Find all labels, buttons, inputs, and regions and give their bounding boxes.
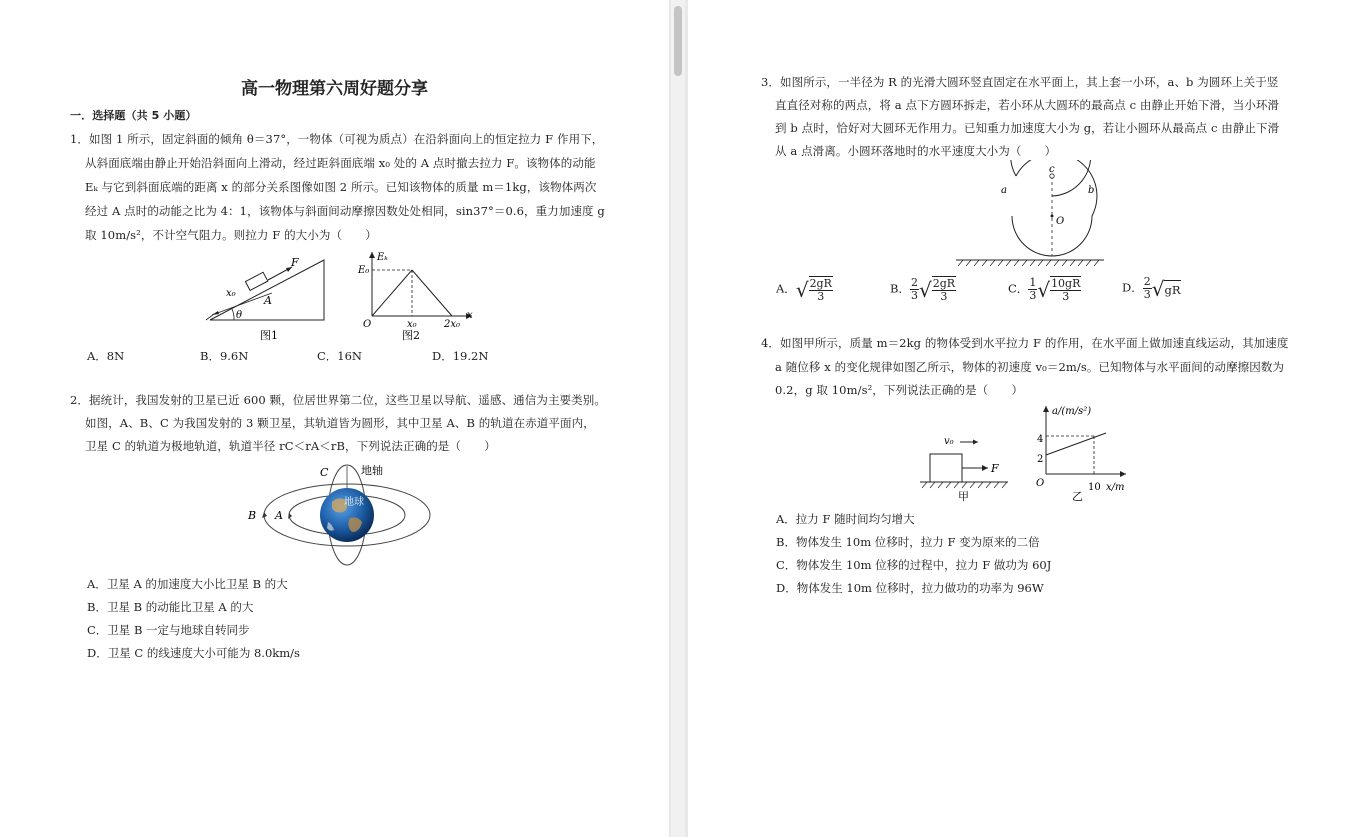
q3-option-b-label: B． [890, 281, 910, 296]
q1-fig1-incline [206, 256, 324, 342]
q3-option-c-coef-den: 3 [1029, 289, 1037, 302]
q2-line-3: 卫星 C 的轨道为极地轨道，轨道半径 rC＜rA＜rB，下列说法正确的是（ ） [85, 439, 496, 453]
q1-fig2-x0-label: x₀ [407, 319, 417, 330]
q4-yi-ylabel: a/(m/s²) [1052, 406, 1092, 417]
q3-option-c-rad-den: 3 [1062, 290, 1070, 303]
q3-option-a-rad-den: 3 [817, 290, 825, 303]
q1-fig2-caption: 图2 [402, 329, 420, 342]
q4-jia-f-label: F [991, 462, 999, 475]
q3-line-4: 从 a 点滑离。小圆环落地时的水平速度大小为（ ） [775, 144, 1057, 158]
q3-option-d-label: D． [1122, 280, 1143, 295]
q1-fig1-theta-label: θ [236, 310, 243, 321]
q3-option-d-rad-num: gR [1164, 280, 1180, 298]
q4-option-b[interactable]: B．物体发生 10m 位移时，拉力 F 变为原来的二倍 [776, 535, 1040, 549]
q1-fig2-origin-label: O [363, 319, 372, 330]
q3-option-b-coef-num: 2 [910, 276, 918, 289]
q2-option-a[interactable]: A．卫星 A 的加速度大小比卫星 B 的大 [87, 577, 288, 591]
q4-option-d[interactable]: D．物体发生 10m 位移时，拉力做功的功率为 96W [776, 581, 1044, 595]
q3-ring-figure [950, 160, 1110, 270]
q1-fig2-e0-label: E₀ [358, 265, 370, 276]
q3-line-3: 到 b 点时，恰好对大圆环无作用力。已知重力加速度大小为 g，若让小圆环从最高点 c 由静止下滑 [775, 121, 1280, 135]
q3-option-a-label: A． [776, 281, 796, 296]
q1-fig2-2x0-label: 2x₀ [444, 319, 461, 330]
q1-line-4: 经过 A 点时的动能之比为 4：1，该物体与斜面间动摩擦因数处处相同，sin37°＝0.6，重力加速度 g [85, 204, 605, 218]
q3-label-b: b [1088, 185, 1095, 196]
q3-label-c: c [1049, 164, 1055, 175]
q1-option-a[interactable]: A．8N [87, 349, 125, 363]
q2-option-b[interactable]: B．卫星 B 的动能比卫星 A 的大 [87, 600, 254, 614]
q1-fig1-caption: 图1 [260, 329, 278, 342]
q3-option-d-coef-num: 2 [1143, 275, 1151, 288]
q2-label-c: C [320, 466, 329, 479]
q1-line-5: 取 10m/s²，不计空气阻力。则拉力 F 的大小为（ ） [85, 228, 377, 242]
q3-option-a-rad-num: 2gR [809, 277, 832, 290]
scrollbar-track[interactable] [671, 0, 685, 837]
q1-option-c[interactable]: C．16N [317, 349, 362, 363]
section-heading: 一．选择题（共 5 小题） [70, 109, 197, 122]
q4-fig-yi-graph [1036, 406, 1126, 503]
q3-label-o: O [1056, 216, 1065, 227]
q3-option-c-rad-num: 10gR [1051, 277, 1081, 290]
q4-line-3: 0.2，g 取 10m/s²，下列说法正确的是（ ） [775, 383, 1024, 397]
q3-line-2: 直直径对称的两点，将 a 点下方圆环拆走，若小环从大圆环的最高点 c 由静止开始下滑，当小环滑 [775, 98, 1280, 112]
q2-option-c[interactable]: C．卫星 B 一定与地球自转同步 [87, 623, 250, 637]
q1-option-b[interactable]: B．9.6N [200, 349, 249, 363]
q1-fig1-x0-label: x₀ [226, 288, 236, 299]
q4-figures [916, 402, 1136, 506]
q4-yi-origin: O [1036, 478, 1045, 489]
document-page-left [0, 0, 669, 837]
q4-yi-x10: 10 [1088, 482, 1101, 493]
q1-figures [200, 248, 500, 344]
q1-line-1: 1．如图 1 所示，固定斜面的倾角 θ＝37°，一物体（可视为质点）在沿斜面向上的恒定拉力 F 作用下， [70, 132, 604, 146]
q3-option-a[interactable]: A．√ $\frac{2gR}{3}$ [776, 277, 832, 303]
q1-fig1-F-label: F [291, 256, 299, 269]
q4-jia-v0-label: v₀ [944, 436, 954, 447]
q1-line-2: 从斜面底端由静止开始沿斜面向上滑动，经过距斜面底端 x₀ 处的 A 点时撤去拉力 F。该物体的动能 [85, 156, 596, 170]
q4-line-2: a 随位移 x 的变化规律如图乙所示，物体的初速度 v₀＝2m/s。已知物体与水平面间的动摩擦因数为 [775, 360, 1285, 374]
q4-yi-y2: 2 [1037, 454, 1044, 465]
q1-line-3: Eₖ 与它到斜面底端的距离 x 的部分关系图像如图 2 所示。已知该物体的质量 m＝1kg，该物体两次 [85, 180, 597, 194]
q4-yi-xlabel: x/m [1106, 482, 1125, 493]
q4-fig-jia [920, 436, 1008, 503]
q3-option-b-coef-den: 3 [910, 289, 918, 302]
q4-jia-caption: 甲 [958, 490, 969, 503]
q2-line-1: 2．据统计，我国发射的卫星已近 600 颗，位居世界第二位，这些卫星以导航、遥感、通信为主要类别。 [70, 393, 606, 407]
q4-option-a[interactable]: A．拉力 F 随时间均匀增大 [776, 512, 915, 526]
q3-option-c[interactable]: C． $\frac{1}{3}$ √ $\frac{10gR}{3}$ [1008, 276, 1081, 303]
q4-option-c[interactable]: C．物体发生 10m 位移的过程中，拉力 F 做功为 60J [776, 558, 1052, 572]
q2-orbit-figure [240, 458, 440, 568]
q2-option-d[interactable]: D．卫星 C 的线速度大小可能为 8.0km/s [87, 646, 300, 660]
q1-fig2-ek-label: Eₖ [377, 252, 388, 263]
q2-label-a: A [275, 509, 283, 522]
q2-label-earth: 地球 [344, 497, 364, 508]
q2-line-2: 如图，A、B、C 为我国发射的 3 颗卫星，其轨道皆为圆形，其中卫星 A、B 的轨道在赤道平面内， [85, 416, 595, 430]
page-title: 高一物理第六周好题分享 [241, 79, 428, 99]
q1-fig2-graph [357, 252, 473, 342]
q1-fig1-A-label: A [264, 294, 272, 307]
q1-option-d[interactable]: D．19.2N [432, 349, 489, 363]
q2-label-b: B [248, 509, 257, 522]
q3-option-b-rad-den: 3 [940, 290, 948, 303]
q3-option-d-coef-den: 3 [1143, 288, 1151, 301]
q3-option-c-label: C． [1008, 281, 1029, 296]
q3-line-1: 3．如图所示，一半径为 R 的光滑大圆环竖直固定在水平面上，其上套一小环，a、b 为圆环上关于竖 [761, 75, 1279, 89]
q3-option-c-coef-num: 1 [1029, 276, 1037, 289]
q3-option-d[interactable]: D． $\frac{2}{3}$ √gR [1122, 275, 1181, 301]
q2-label-axis: 地轴 [361, 464, 383, 477]
q4-yi-y4: 4 [1037, 434, 1044, 445]
q3-option-b-rad-num: 2gR [932, 277, 956, 290]
q3-label-a: a [1001, 185, 1007, 196]
q4-line-1: 4．如图甲所示，质量 m＝2kg 的物体受到水平拉力 F 的作用，在水平面上做加速直线运动，其加速度 [761, 336, 1289, 350]
q3-option-b[interactable]: B． $\frac{2}{3}$ √ $\frac{2gR}{3}$ [890, 276, 956, 303]
scrollbar-thumb[interactable] [674, 6, 682, 76]
q1-fig2-x-label: x [467, 310, 473, 321]
q4-yi-caption: 乙 [1072, 490, 1083, 503]
document-page-right [688, 0, 1365, 837]
